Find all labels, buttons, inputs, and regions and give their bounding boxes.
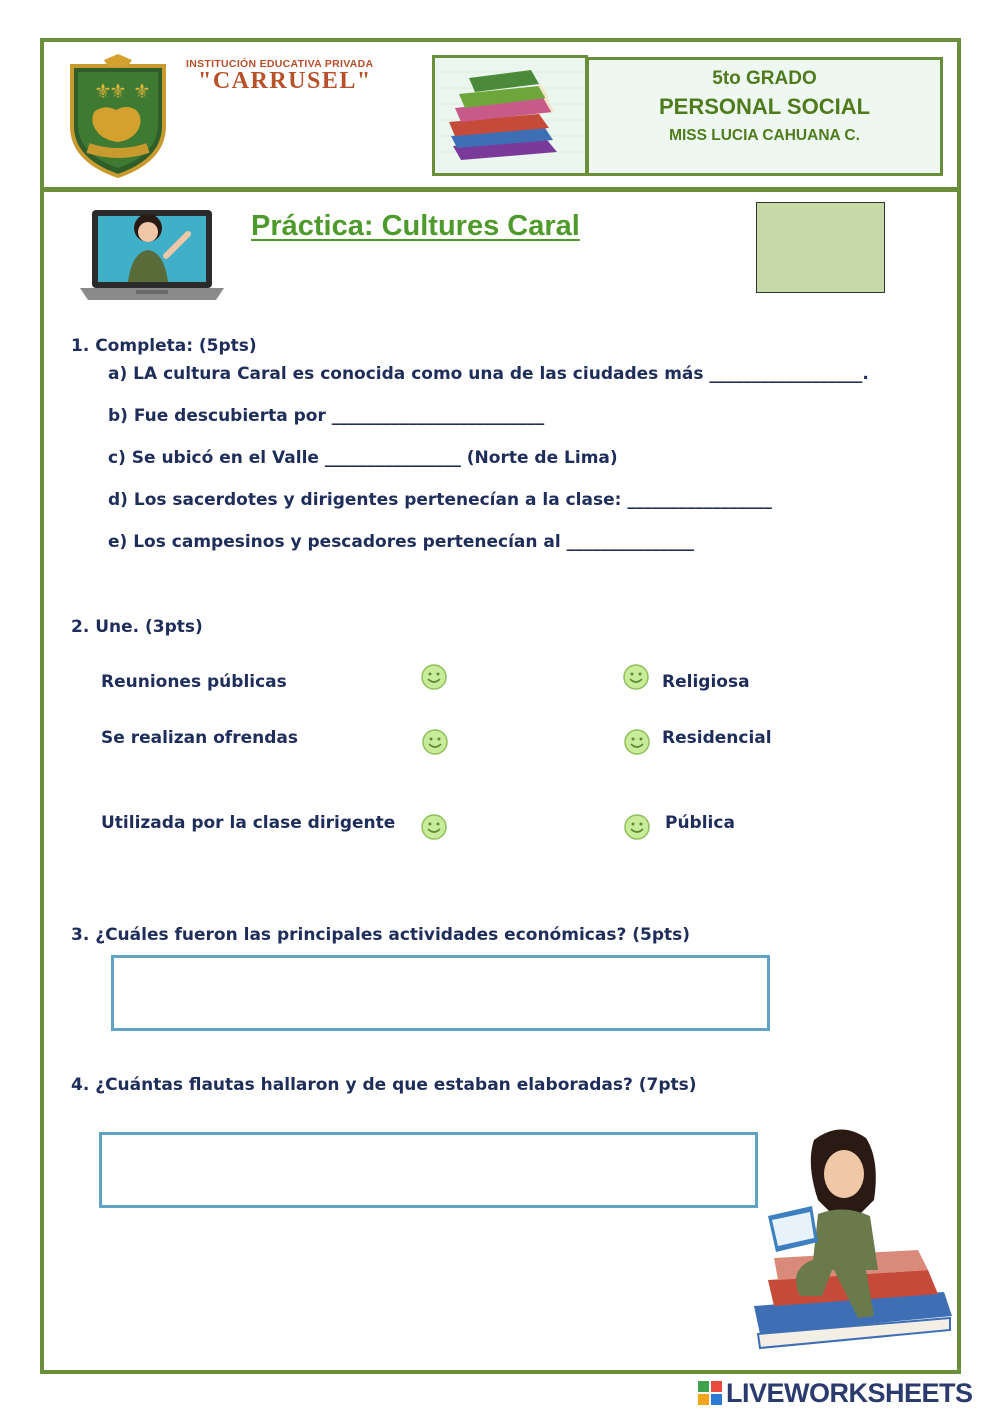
q4-heading: 4. ¿Cuántas flautas hallaron y de que estaban elaboradas? (7pts)	[71, 1075, 697, 1095]
svg-text:⚜: ⚜	[94, 79, 112, 103]
q1-item-c[interactable]: c) Se ubicó en el Valle ________________ (Norte de Lima)	[108, 448, 618, 468]
score-box[interactable]	[756, 202, 885, 293]
brand-text: LIVEWORKSHEETS	[726, 1377, 973, 1408]
match-right-2: Residencial	[662, 728, 772, 748]
q1-item-e[interactable]: e) Los campesinos y pescadores pertenecían al _______________	[108, 532, 695, 552]
teacher-label: MISS LUCIA CAHUANA C.	[669, 127, 860, 144]
smiley-icon[interactable]	[420, 727, 450, 757]
q1-item-b[interactable]: b) Fue descubierta por _________________________	[108, 406, 545, 426]
match-left-2: Se realizan ofrendas	[101, 728, 298, 748]
match-left-1: Reuniones públicas	[101, 672, 287, 692]
match-right-1: Religiosa	[662, 672, 750, 692]
smiley-icon[interactable]	[419, 812, 449, 842]
school-crest-icon	[64, 52, 172, 180]
smiley-icon[interactable]	[622, 812, 652, 842]
q1-item-d[interactable]: d) Los sacerdotes y dirigentes pertenecían a la clase: _________________	[108, 490, 772, 510]
q1-item-a[interactable]: a) LA cultura Caral es conocida como una de las ciudades más __________________.	[108, 364, 869, 384]
q1-heading: 1. Completa: (5pts)	[71, 336, 257, 356]
grade-info-box	[586, 57, 943, 176]
books-stack-icon	[435, 58, 585, 173]
smiley-icon[interactable]	[621, 662, 651, 692]
girl-reading-icon	[748, 1120, 954, 1356]
liveworksheets-icon	[697, 1380, 723, 1406]
svg-text:⚜: ⚜	[133, 79, 151, 103]
q3-heading: 3. ¿Cuáles fueron las principales actividades económicas? (5pts)	[71, 925, 691, 945]
books-image-box	[432, 55, 588, 176]
smiley-icon[interactable]	[622, 727, 652, 757]
institution-line: INSTITUCIÓN EDUCATIVA PRIVADA	[186, 58, 374, 70]
smiley-icon[interactable]	[419, 662, 449, 692]
page-title: Práctica: Cultures Caral	[251, 210, 580, 242]
q2-heading: 2. Une. (3pts)	[71, 617, 203, 637]
q4-answer-box[interactable]	[99, 1132, 758, 1208]
liveworksheets-logo[interactable]	[697, 1378, 973, 1408]
subject-label: PERSONAL SOCIAL	[658, 94, 871, 119]
svg-text:⚜: ⚜	[109, 79, 127, 103]
grade-label: 5to GRADO	[712, 68, 817, 89]
laptop-avatar-icon	[76, 196, 228, 310]
institution-name: "CARRUSEL"	[198, 68, 372, 94]
match-right-3: Pública	[665, 813, 735, 833]
match-left-3: Utilizada por la clase dirigente	[101, 813, 396, 833]
q3-answer-box[interactable]	[111, 955, 770, 1031]
